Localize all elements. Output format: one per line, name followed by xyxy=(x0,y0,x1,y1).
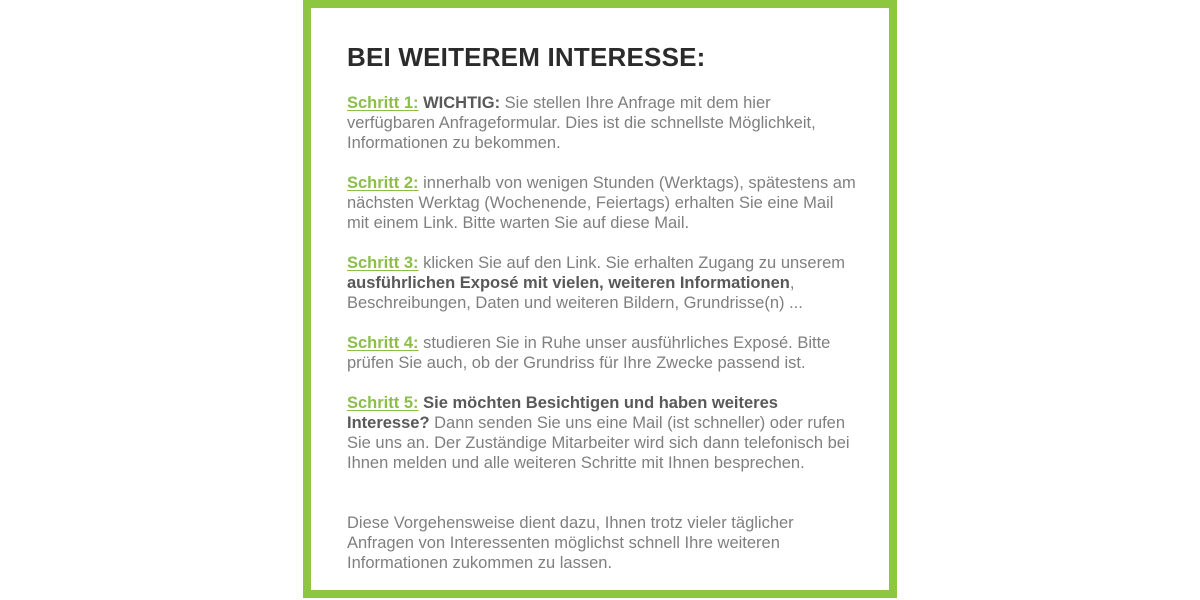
step-3-link[interactable]: Schritt 3: xyxy=(347,254,419,272)
card-title: BEI WEITEREM INTERESSE: xyxy=(347,42,706,72)
step-5-post-text: Dann senden Sie uns eine Mail (ist schneller) oder rufen Sie uns an. Der Zuständige Mitarbeiter wird sich dann telefonisch bei Ihnen melden und alle weiteren Schritte mit Ihnen besprechen. xyxy=(347,414,850,472)
step-3-post-text: , Beschreibungen, Daten und weiteren Bildern, Grundrisse(n) ... xyxy=(347,274,803,312)
closing-paragraph: Diese Vorgehensweise dient dazu, Ihnen trotz vieler täglicher Anfragen von Interessenten möglichst schnell Ihre weiteren Informationen zukommen zu lassen. xyxy=(347,514,794,572)
step-5-paragraph xyxy=(347,393,859,473)
step-2-pre-text: innerhalb von wenigen Stunden (Werktags), spätestens am nächsten Werktag (Wochenende, Feiertags) erhalten Sie eine Mail mit einem Link. Bitte warten Sie auf diese Mail. xyxy=(347,174,856,232)
step-1-paragraph xyxy=(347,93,859,153)
step-2-link[interactable]: Schritt 2: xyxy=(347,174,419,192)
step-1-post-text: Sie stellen Ihre Anfrage mit dem hier verfügbaren Anfrageformular. Dies ist die schnellste Möglichkeit, Informationen zu bekommen. xyxy=(347,94,816,152)
step-3-paragraph xyxy=(347,253,859,313)
step-5-link[interactable]: Schritt 5: xyxy=(347,394,419,412)
step-3-pre-text: klicken Sie auf den Link. Sie erhalten Zugang zu unserem xyxy=(418,254,846,272)
step-2-paragraph xyxy=(347,173,859,233)
interest-info-card xyxy=(303,0,897,598)
step-4-link[interactable]: Schritt 4: xyxy=(347,334,419,352)
step-3-bold-text: ausführlichen Exposé mit vielen, weiteren Informationen xyxy=(347,274,790,292)
step-4-paragraph xyxy=(347,333,859,373)
step-1-bold-text: WICHTIG: xyxy=(423,94,501,112)
step-5-bold-text: Sie möchten Besichtigen und haben weiteres Interesse? xyxy=(347,394,778,432)
step-1-link[interactable]: Schritt 1: xyxy=(347,94,419,112)
step-4-pre-text: studieren Sie in Ruhe unser ausführliches Exposé. Bitte prüfen Sie auch, ob der Grundriss für Ihre Zwecke passend ist. xyxy=(347,334,831,372)
